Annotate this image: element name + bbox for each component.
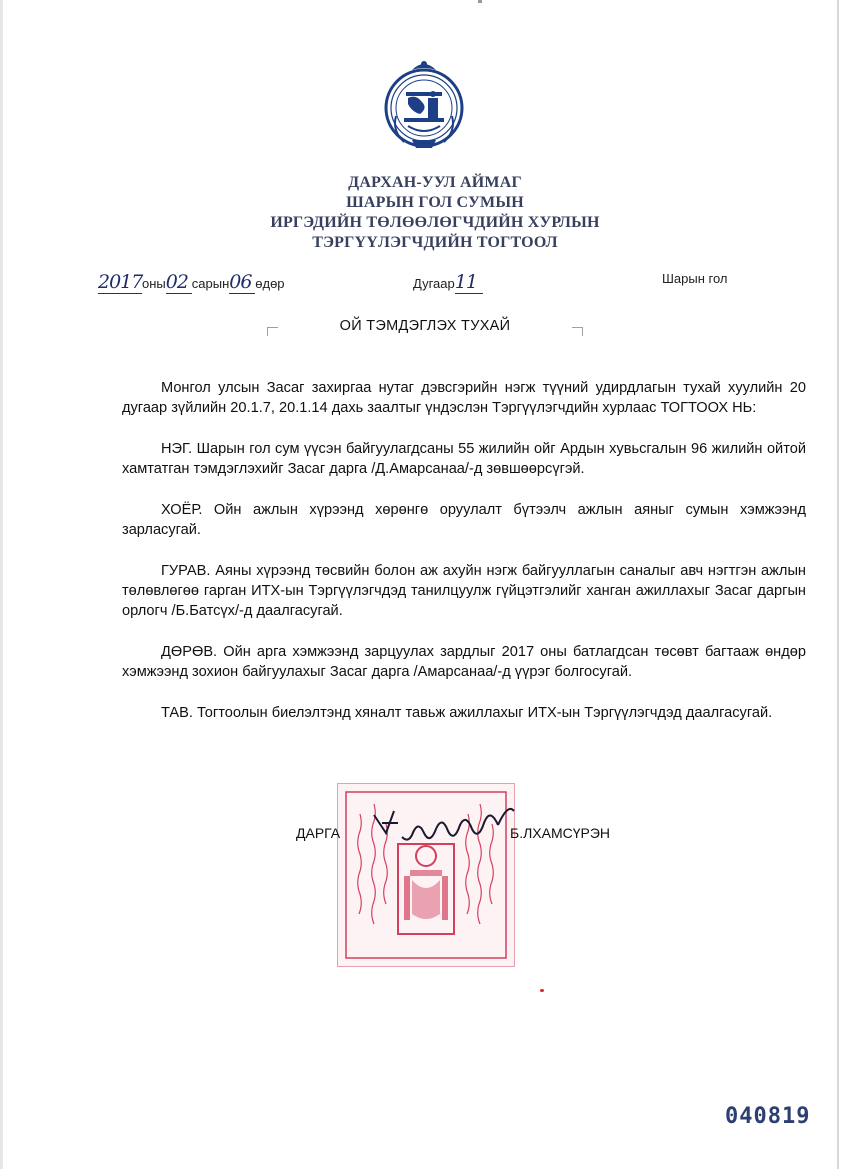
clause-2: ХОЁР. Ойн ажлын хүрээнд хөрөнгө оруулалт бүтээлч ажлын аяныг сумын хэмжээнд зарласугай. xyxy=(122,502,806,538)
date-year: 2017 xyxy=(98,271,143,293)
organization-header xyxy=(200,173,670,253)
signatory-title: ДАРГА xyxy=(296,825,341,841)
intro-paragraph: Монгол улсын Засаг захиргаа нутаг дэвсгэрийн нэгж түүний удирдлагын тухай хуулийн 20 дугаар зүйлийн 20.1.7, 20.1.14 дахь заалтыг үндэслэн Тэргүүлэгчдийн хурлаас ТОГТООХ НЬ: xyxy=(122,380,806,416)
date-year-suffix: оны xyxy=(142,276,166,291)
ink-mark xyxy=(540,989,544,992)
clause-3: ГУРАВ. Аяны хүрээнд төсвийн болон аж ахуйн нэгж байгууллагын саналыг авч нэгтгэн ажлын төлөвлөгөө гарган ИТХ-ын Тэргүүлэгчдэд танилцуулж гүйцэтгэлийг ханган ажиллахыг Засаг даргын орлогч /Б.Батсүх/-д даалгасугай. xyxy=(122,563,806,619)
page-edge-left xyxy=(0,0,3,1169)
signatory-name: Б.ЛХАМСҮРЭН xyxy=(510,825,611,841)
page-edge-right xyxy=(837,0,839,1169)
date-month-suffix: сарын xyxy=(191,276,230,291)
clause-4: ДӨРӨВ. Ойн арга хэмжээнд зарцуулах зардлыг 2017 оны батлагдсан төсөвт багтааж өндөр хэмжээнд зохион байгуулахыг Засаг дарга /Амарсанаа/-д үүрэг болгосугай. xyxy=(122,644,806,680)
header-line-sum: ШАРЫН ГОЛ СУМЫН xyxy=(346,194,524,211)
scan-mark xyxy=(478,0,482,3)
document-subject: ОЙ ТЭМДЭГЛЭХ ТУХАЙ xyxy=(339,318,511,334)
serial-number: 040819 xyxy=(725,1104,811,1129)
resolution-number xyxy=(413,271,483,294)
handwritten-signature xyxy=(368,793,528,853)
header-line-council: ИРГЭДИЙН ТӨЛӨӨЛӨГЧДИЙН ХУРЛЫН xyxy=(270,214,600,231)
number-label: Дугаар xyxy=(413,276,455,291)
place-name: Шарын гол xyxy=(662,271,728,286)
resolution-body xyxy=(122,378,806,744)
date-line xyxy=(98,271,285,294)
date-day-suffix: өдөр xyxy=(255,276,285,291)
header-line-resolution: ТЭРГҮҮЛЭГЧДИЙН ТОГТООЛ xyxy=(312,234,558,251)
date-month: 02 xyxy=(165,271,188,293)
clause-1: НЭГ. Шарын гол сум үүсэн байгуулагдсаны 55 жилийн ойг Ардын хувьсгалын 96 жилийн ойтой хамтатган тэмдэглэхийг Засаг дарга /Д.Амарсанаа/-д зөвшөөрсүгэй. xyxy=(122,441,806,477)
state-emblem-icon xyxy=(382,56,466,154)
clause-5: ТАВ. Тогтоолын биелэлтэнд хяналт тавьж ажиллахыг ИТХ-ын Тэргүүлэгчдэд даалгасугай. xyxy=(161,705,773,721)
header-line-aimag: ДАРХАН-УУЛ АЙМАГ xyxy=(348,174,522,191)
date-day: 06 xyxy=(229,271,252,293)
number-value: 11 xyxy=(454,271,477,293)
